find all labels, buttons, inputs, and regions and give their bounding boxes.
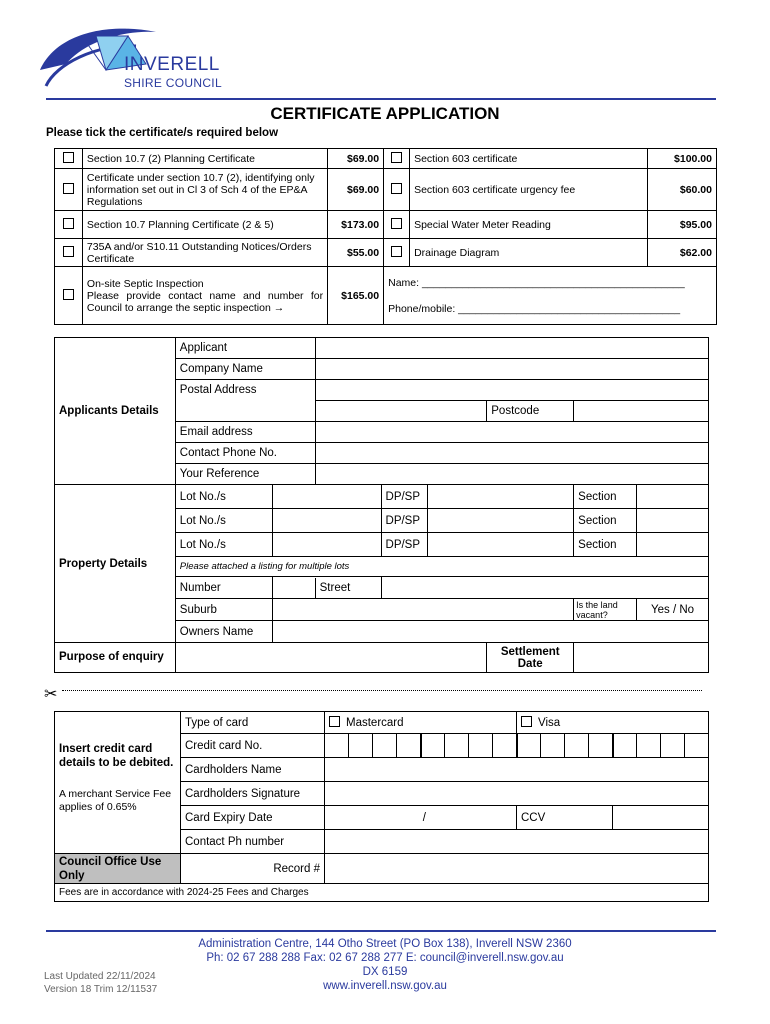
company-input[interactable] bbox=[315, 359, 708, 380]
version-info bbox=[44, 970, 157, 996]
footer-dx: DX 6159 bbox=[362, 966, 408, 978]
certificate-table bbox=[54, 148, 717, 325]
septic-price: $165.00 bbox=[328, 267, 384, 325]
lot-label: Lot No./s bbox=[175, 533, 272, 557]
email-label: Email address bbox=[175, 422, 315, 443]
version-number: Version 18 Trim 12/11537 bbox=[44, 984, 158, 995]
ccv-label: CCV bbox=[517, 806, 613, 830]
contact-phone-input[interactable] bbox=[315, 443, 708, 464]
section-input[interactable] bbox=[637, 533, 709, 557]
checkbox-water-meter[interactable] bbox=[391, 218, 402, 229]
card-number-label: Credit card No. bbox=[181, 734, 325, 758]
card-digit-input[interactable] bbox=[349, 734, 373, 758]
page-title: CERTIFICATE APPLICATION bbox=[270, 104, 500, 123]
section-input[interactable] bbox=[637, 509, 709, 533]
card-digit-input[interactable] bbox=[325, 734, 349, 758]
mastercard-option[interactable] bbox=[325, 712, 517, 734]
payment-table bbox=[54, 711, 709, 902]
footer-divider bbox=[46, 930, 716, 932]
applicant-label: Applicant bbox=[175, 338, 315, 359]
number-label: Number bbox=[175, 577, 272, 599]
settlement-input[interactable] bbox=[574, 643, 709, 673]
card-expiry-label: Card Expiry Date bbox=[181, 806, 325, 830]
applicant-input[interactable] bbox=[315, 338, 708, 359]
logo-name: INVERELL bbox=[124, 54, 220, 75]
mastercard-label: Mastercard bbox=[346, 717, 404, 729]
card-digit-input[interactable] bbox=[517, 734, 541, 758]
checkbox-septic-inspection[interactable] bbox=[63, 289, 74, 300]
cert-label: 735A and/or S10.11 Outstanding Notices/Orders Certificate bbox=[82, 239, 327, 267]
property-details-label: Property Details bbox=[55, 485, 176, 643]
septic-title: On-site Septic Inspection bbox=[86, 277, 204, 290]
owners-label: Owners Name bbox=[175, 621, 272, 643]
cardholder-signature-input[interactable] bbox=[325, 782, 709, 806]
lot-label: Lot No./s bbox=[175, 509, 272, 533]
cert-label: Section 603 certificate urgency fee bbox=[410, 169, 648, 211]
vacant-answer[interactable]: Yes / No bbox=[637, 599, 709, 621]
footer-phone: Ph: 02 67 288 288 Fax: 02 67 288 277 E: council@inverell.nsw.gov.au bbox=[206, 952, 564, 964]
certificate-row bbox=[55, 239, 717, 267]
cardholder-name-input[interactable] bbox=[325, 758, 709, 782]
cert-price: $62.00 bbox=[647, 239, 716, 267]
postal-address-input[interactable] bbox=[315, 380, 708, 401]
logo-subname: SHIRE COUNCIL bbox=[124, 76, 222, 90]
septic-contact-name[interactable]: Name: _____________________________________________ bbox=[388, 276, 685, 289]
checkbox-planning-2-5[interactable] bbox=[63, 218, 74, 229]
cert-label: Special Water Meter Reading bbox=[410, 211, 648, 239]
email-input[interactable] bbox=[315, 422, 708, 443]
suburb-label: Suburb bbox=[175, 599, 272, 621]
company-label: Company Name bbox=[175, 359, 315, 380]
card-digit-input[interactable] bbox=[541, 734, 565, 758]
contact-phone-label: Contact Phone No. bbox=[175, 443, 315, 464]
cert-label: Section 10.7 Planning Certificate (2 & 5) bbox=[82, 211, 327, 239]
cardholder-signature-label: Cardholders Signature bbox=[181, 782, 325, 806]
visa-option[interactable] bbox=[517, 712, 709, 734]
lot-input[interactable] bbox=[272, 533, 381, 557]
office-use-label: Council Office Use Only bbox=[55, 854, 181, 884]
card-digit-input[interactable] bbox=[637, 734, 661, 758]
cert-label: Section 10.7 (2) Planning Certificate bbox=[82, 149, 327, 169]
septic-instructions: Please provide contact name and number for Council to arrange the septic inspection → bbox=[86, 289, 324, 314]
multiple-lots-note: Please attached a listing for multiple lots bbox=[175, 557, 708, 577]
cert-price: $55.00 bbox=[328, 239, 384, 267]
septic-row bbox=[55, 267, 717, 325]
card-digit-input[interactable] bbox=[565, 734, 589, 758]
fees-note: Fees are in accordance with 2024-25 Fees and Charges bbox=[55, 884, 709, 902]
purpose-label: Purpose of enquiry bbox=[55, 643, 176, 673]
scissors-icon: ✂ bbox=[44, 686, 58, 703]
dpsp-label: DP/SP bbox=[381, 485, 427, 509]
checkbox-s603-cert[interactable] bbox=[391, 152, 402, 163]
street-input[interactable] bbox=[381, 577, 708, 599]
cut-line bbox=[62, 690, 702, 691]
contact-ph-label: Contact Ph number bbox=[181, 830, 325, 854]
dpsp-input[interactable] bbox=[427, 533, 574, 557]
checkbox-limited-cert[interactable] bbox=[63, 183, 74, 194]
cert-price: $100.00 bbox=[647, 149, 716, 169]
cardholder-name-label: Cardholders Name bbox=[181, 758, 325, 782]
checkbox-urgency-fee[interactable] bbox=[391, 183, 402, 194]
checkbox-outstanding-notices[interactable] bbox=[63, 246, 74, 257]
footer-address: Administration Centre, 144 Otho Street (PO Box 138), Inverell NSW 2360 bbox=[198, 938, 572, 950]
card-digit-input[interactable] bbox=[421, 734, 445, 758]
section-input[interactable] bbox=[637, 485, 709, 509]
last-updated: Last Updated 22/11/2024 bbox=[44, 971, 156, 982]
card-digit-input[interactable] bbox=[373, 734, 397, 758]
vacant-question: Is the land vacant? bbox=[574, 599, 637, 621]
postcode-label: Postcode bbox=[487, 401, 574, 422]
number-input[interactable] bbox=[272, 577, 381, 599]
section-label: Section bbox=[574, 509, 637, 533]
certificate-row bbox=[55, 211, 717, 239]
cert-price: $69.00 bbox=[328, 149, 384, 169]
checkbox-drainage-diagram[interactable] bbox=[391, 246, 402, 257]
record-input[interactable] bbox=[325, 854, 709, 884]
suburb-input[interactable] bbox=[272, 599, 574, 621]
dpsp-label: DP/SP bbox=[381, 509, 427, 533]
merchant-fee-note: A merchant Service Fee applies of 0.65% bbox=[59, 788, 172, 813]
septic-contact-phone[interactable]: Phone/mobile: ______________________________________ bbox=[388, 302, 681, 315]
certificate-row bbox=[55, 169, 717, 211]
card-digit-input[interactable] bbox=[469, 734, 493, 758]
purpose-input[interactable] bbox=[175, 643, 486, 673]
card-digit-input[interactable] bbox=[445, 734, 469, 758]
checkbox-mastercard[interactable] bbox=[329, 716, 340, 727]
page-subtitle: Please tick the certificate/s required below bbox=[46, 127, 279, 139]
card-type-label: Type of card bbox=[181, 712, 325, 734]
postcode-input[interactable] bbox=[574, 401, 709, 422]
lot-input[interactable] bbox=[272, 485, 381, 509]
reference-input[interactable] bbox=[315, 464, 708, 485]
cert-price: $173.00 bbox=[328, 211, 384, 239]
visa-label: Visa bbox=[538, 717, 561, 729]
ccv-input[interactable] bbox=[613, 806, 709, 830]
reference-label: Your Reference bbox=[175, 464, 315, 485]
applicants-details-label: Applicants Details bbox=[55, 338, 176, 485]
header-divider bbox=[46, 98, 716, 100]
card-digit-input[interactable] bbox=[493, 734, 517, 758]
contact-ph-input[interactable] bbox=[325, 830, 709, 854]
card-digit-input[interactable] bbox=[589, 734, 613, 758]
insert-card-label: Insert credit card details to be debited. bbox=[59, 743, 174, 769]
card-expiry-input[interactable] bbox=[325, 806, 517, 830]
cert-price: $60.00 bbox=[647, 169, 716, 211]
septic-label bbox=[82, 267, 327, 325]
owners-input[interactable] bbox=[272, 621, 708, 643]
settlement-label: Settlement Date bbox=[487, 643, 574, 673]
card-digit-input[interactable] bbox=[613, 734, 637, 758]
lot-input[interactable] bbox=[272, 509, 381, 533]
checkbox-planning-cert[interactable] bbox=[63, 152, 74, 163]
postal-address-label: Postal Address bbox=[175, 380, 315, 422]
applicant-property-table bbox=[54, 337, 709, 673]
section-label: Section bbox=[574, 485, 637, 509]
cert-label: Certificate under section 10.7 (2), identifying only information set out in Cl 3 of Sch 4 of the EP&A Regulations bbox=[82, 169, 327, 211]
section-label: Section bbox=[574, 533, 637, 557]
street-label: Street bbox=[315, 578, 381, 598]
certificate-row bbox=[55, 149, 717, 169]
footer-website[interactable]: www.inverell.nsw.gov.au bbox=[323, 980, 447, 992]
record-label: Record # bbox=[181, 854, 325, 884]
lot-label: Lot No./s bbox=[175, 485, 272, 509]
dpsp-input[interactable] bbox=[427, 485, 574, 509]
card-digit-input[interactable] bbox=[661, 734, 685, 758]
checkbox-visa[interactable] bbox=[521, 716, 532, 727]
expiry-slash: / bbox=[422, 811, 426, 824]
card-digit-input[interactable] bbox=[397, 734, 421, 758]
cert-price: $95.00 bbox=[647, 211, 716, 239]
cert-label: Section 603 certificate bbox=[410, 149, 648, 169]
cert-label: Drainage Diagram bbox=[410, 239, 648, 267]
postal-address-input-2[interactable] bbox=[315, 401, 487, 422]
cert-price: $69.00 bbox=[328, 169, 384, 211]
dpsp-label: DP/SP bbox=[381, 533, 427, 557]
card-digit-input[interactable] bbox=[685, 734, 709, 758]
dpsp-input[interactable] bbox=[427, 509, 574, 533]
